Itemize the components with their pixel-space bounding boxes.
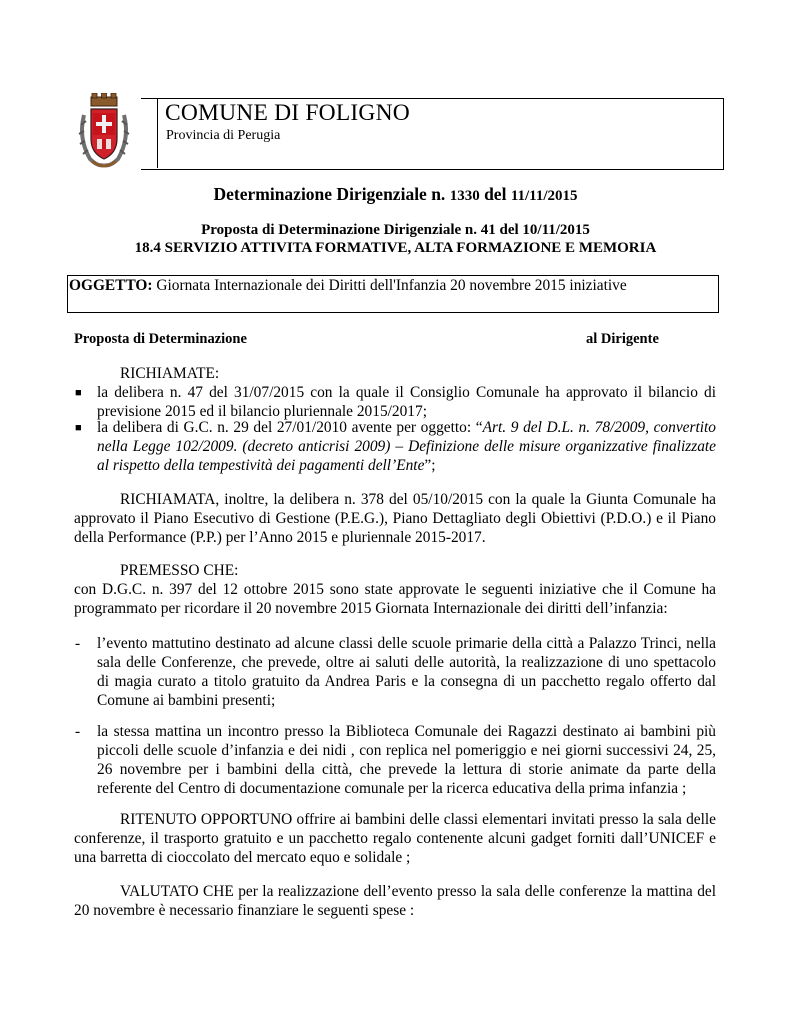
dash-marker: -: [75, 723, 81, 740]
richiamate-item2-italic1: Art. 9 del D.L. n. 78/2009, convertito: [482, 419, 716, 436]
richiamate-item2-prefix: la delibera di G.C. n. 29 del 27/01/2010 avente per oggetto: “: [97, 419, 483, 436]
richiamate-item1-line1: la delibera n. 47 del 31/07/2015 con la quale il Consiglio Comunale ha approvato il bilancio di: [97, 384, 716, 401]
comune-title: COMUNE DI FOLIGNO: [165, 100, 410, 126]
dash1-line3: di magia curato a titolo gratuito da Andrea Paris e la consegna di un pacchetto regalo offerto dal: [97, 673, 716, 690]
richiamata-line1: RICHIAMATA, inoltre, la delibera n. 378 del 05/10/2015 con la quale la Giunta Comunale ha: [120, 491, 716, 508]
ritenuto-line3: una barretta di cioccolato del mercato equo e solidale ;: [74, 849, 411, 866]
premesso-title: PREMESSO CHE:: [120, 562, 239, 579]
oggetto-text: Giornata Internazionale dei Diritti dell'Infanzia 20 novembre 2015 iniziative: [152, 277, 627, 294]
oggetto-label: OGGETTO:: [69, 277, 153, 294]
richiamate-item2-line3: [97, 457, 716, 475]
premesso-line1: con D.G.C. n. 397 del 12 ottobre 2015 sono state approvate le seguenti iniziative che il Comune ha: [74, 581, 716, 598]
ritenuto-line1: RITENUTO OPPORTUNO offrire ai bambini delle classi elementari invitati presso la sala delle: [120, 811, 716, 828]
dash1-line4: Comune ai bambini presenti;: [97, 692, 276, 709]
richiamate-item2-suffix: ”;: [424, 457, 436, 474]
dash1-line2: sala delle Conferenze, che prevede, oltre ai saluti delle autorità, la realizzazione di uno spettacolo: [97, 654, 716, 671]
bullet-icon: ■: [75, 422, 82, 434]
dash2-line2: piccoli delle scuole d’infanzia e dei nidi , con replica nel pomeriggio e nei giorni successivi 24, 25,: [97, 742, 716, 759]
richiamate-title: RICHIAMATE:: [120, 365, 220, 382]
dash-marker: -: [75, 635, 81, 652]
richiamata-line2: approvato il Piano Esecutivo di Gestione (P.E.G.), Piano Dettagliato degli Obiettivi (P.D.O.) e il Piano: [74, 510, 716, 527]
servizio-reference: 18.4 SERVIZIO ATTIVITA FORMATIVE, ALTA FORMAZIONE E MEMORIA: [134, 240, 657, 256]
richiamate-item1-line2: previsione 2015 ed il bilancio pluriennale 2015/2017;: [97, 403, 427, 420]
determinazione-label: Determinazione Dirigenziale n.: [213, 184, 446, 204]
valutato-line1: VALUTATO CHE per la realizzazione dell’evento presso la sala delle conferenze la mattina del: [120, 883, 716, 900]
dash2-line1: la stessa mattina un incontro presso la Biblioteca Comunale dei Ragazzi destinato ai bambini più: [97, 723, 716, 740]
richiamata-line3: della Performance (P.P.) per l’Anno 2015 e pluriennale 2015-2017.: [74, 529, 486, 546]
dash2-line4: referente del Centro di documentazione comunale per la ricerca educativa della prima infanzia ;: [97, 780, 687, 797]
dash2-line3: 26 novembre per i bambini della città, che prevede la lettura di storie animate da parte della: [97, 761, 716, 778]
dash1-line1: l’evento mattutino destinato ad alcune classi delle scuole primarie della città a Palazzo Trinci, nella: [97, 635, 716, 652]
premesso-line2: programmato per ricordare il 20 novembre 2015 Giornata Internazionale dei diritti dell’infanzia:: [74, 600, 668, 617]
richiamate-item2-line1: [97, 419, 716, 437]
ritenuto-line2: conferenze, il trasporto gratuito e un pacchetto regalo contenente alcuni gadget forniti dall’UNICEF e: [74, 830, 716, 847]
provincia-subtitle: Provincia di Perugia: [166, 128, 281, 143]
valutato-line2: 20 novembre è necessario finanziare le seguenti spese :: [74, 902, 415, 919]
coat-of-arms-icon: [78, 93, 130, 171]
determinazione-date: 11/11/2015: [510, 188, 578, 204]
determinazione-number: 1330: [449, 188, 480, 204]
richiamate-item2-italic2: nella Legge 102/2009. (decreto anticrisi 2009) – Definizione delle misure organizzative finalizzate: [97, 438, 716, 455]
richiamate-item2-italic3: al rispetto della tempestività dei pagamenti dell’Ente: [97, 457, 425, 474]
dirigente-heading: al Dirigente: [586, 331, 659, 347]
determinazione-del: del: [484, 184, 507, 204]
proposta-heading: Proposta di Determinazione: [74, 331, 247, 347]
proposta-reference: Proposta di Determinazione Dirigenziale n. 41 del 10/11/2015: [201, 222, 590, 238]
richiamate-item2-line2: [97, 438, 716, 456]
bullet-icon: ■: [75, 387, 82, 399]
oggetto-line: [69, 277, 627, 295]
header-divider: [157, 98, 158, 168]
determinazione-title: [0, 184, 791, 205]
